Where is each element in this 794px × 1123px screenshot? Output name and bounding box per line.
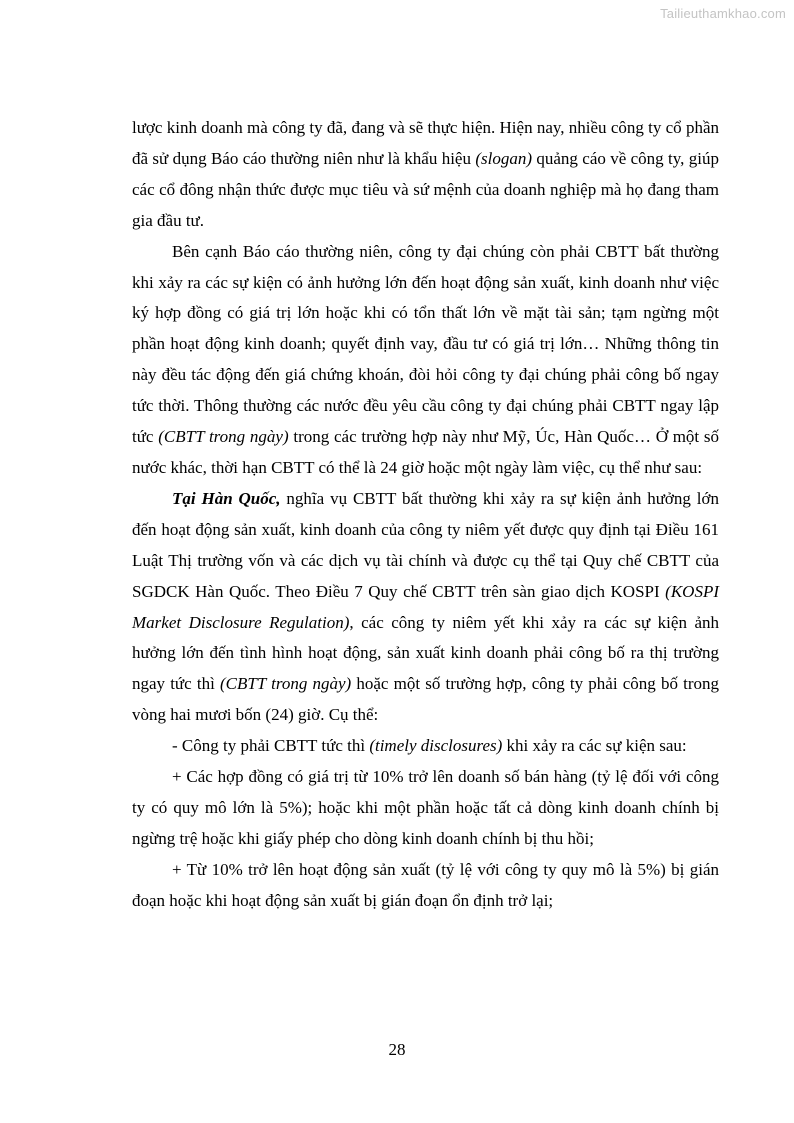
page-number: 28 <box>388 1040 406 1059</box>
p1-italic-slogan: (slogan) <box>475 148 532 168</box>
p3-italic-cbtt: (CBTT trong ngày) <box>219 674 352 694</box>
paragraph-4 <box>132 731 719 762</box>
p1-text-c: quảng cáo về công ty, giúp các cổ đông nhận thức được mục tiêu và sứ mệnh của doanh nghiệp mà họ đang tham gia đầu tư. <box>132 148 719 230</box>
watermark-text: Tailieuthamkhao.com <box>660 6 786 21</box>
paragraph-1 <box>132 113 719 237</box>
paragraph-2 <box>132 237 719 484</box>
p4-text-a: - Công ty phải CBTT tức thì <box>172 736 370 756</box>
p2-text-a: Bên cạnh Báo cáo thường niên, công ty đại chúng còn phải CBTT bất thường khi xảy ra các sự kiện có ảnh hưởng lớn đến hoạt động sản xuất, kinh doanh như việc ký hợp đồng có giá trị lớn hoặc khi có tổn thất lớn về mặt tài sản; tạm ngừng một phần hoạt động kinh doanh; quyết định vay, đầu tư có giá trị lớn… Những thông tin này đều tác động đến giá chứng khoán, đòi hỏi công ty đại chúng phải công bố ngay tức thời. Thông thường các nước đều yêu cầu công ty đại chúng phải CBTT ngay lập tức <box>132 241 719 447</box>
p3-text-d: , các công ty niêm yết khi xảy ra các sự kiện ảnh hưởng lớn đến tình hình hoạt động, sản xuất kinh doanh phải công bố ra thị trường ngay tức thì <box>132 612 719 694</box>
p4-text-c: khi xảy ra các sự kiện sau: <box>502 736 687 756</box>
paragraph-6: + Từ 10% trở lên hoạt động sản xuất (tỷ lệ với công ty quy mô là 5%) bị gián đoạn hoặc khi hoạt động sản xuất bị gián đoạn ổn định trở lại; <box>132 859 719 910</box>
paragraph-3 <box>132 484 719 731</box>
p3-heading-korea: Tại Hàn Quốc, <box>172 488 281 508</box>
p3-italic-kospi: (KOSPI Market Disclosure Regulation) <box>132 581 719 632</box>
paragraph-5: + Các hợp đồng có giá trị từ 10% trở lên doanh số bán hàng (tỷ lệ đối với công ty có quy mô lớn là 5%); hoặc khi một phần hoặc tất cả dòng kinh doanh chính bị ngừng trệ hoặc khi giấy phép cho dòng kinh doanh chính bị thu hồi; <box>132 767 719 848</box>
p4-italic-timely: (timely disclosures) <box>369 736 503 756</box>
p2-text-c: trong các trường hợp này như Mỹ, Úc, Hàn Quốc… Ở một số nước khác, thời hạn CBTT có thể là 24 giờ hoặc một ngày làm việc, cụ thể như sau: <box>132 427 720 477</box>
p3-text-b: nghĩa vụ CBTT bất thường khi xảy ra sự kiện ảnh hưởng lớn đến hoạt động sản xuất, kinh doanh của công ty niêm yết được quy định tại Điều 161 Luật Thị trường vốn và các dịch vụ tài chính và được cụ thể tại Quy chế CBTT của SGDCK Hàn Quốc. Theo Điều 7 Quy chế CBTT trên sàn giao dịch KOSPI <box>132 488 720 601</box>
p3-text-f: hoặc một số trường hợp, công ty phải công bố trong vòng hai mươi bốn (24) giờ. Cụ thể: <box>132 674 719 725</box>
p1-text-a: lược kinh doanh mà công ty đã, đang và sẽ thực hiện. Hiện nay, nhiều công ty cổ phần đã sử dụng Báo cáo thường niên như là khẩu hiệu <box>132 118 719 168</box>
document-body <box>132 113 719 917</box>
p2-italic-cbtt: (CBTT trong ngày) <box>158 427 289 447</box>
